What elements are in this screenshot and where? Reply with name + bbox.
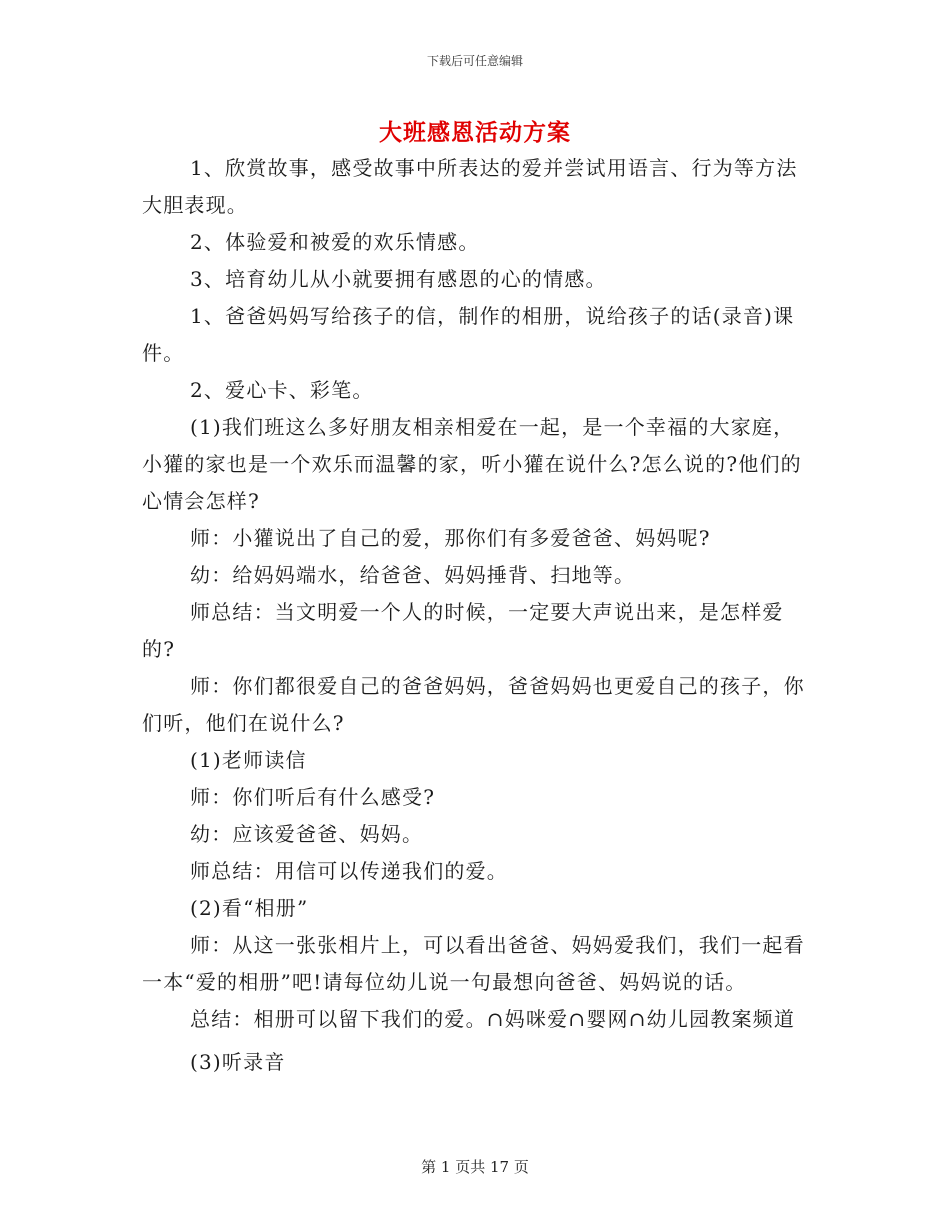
paragraph-teacher-listen: 师：你们都很爱自己的爸爸妈妈，爸爸妈妈也更爱自己的孩子，你们听，他们在说什么? (142, 674, 805, 735)
paragraph-child-love: 幼：应该爱爸爸、妈妈。 (190, 822, 424, 846)
paragraph-prep-1: 1、爸爸妈妈写给孩子的信，制作的相册，说给孩子的话(录音)课件。 (142, 304, 795, 365)
paragraph-feeling-question: 师：你们听后有什么感受? (190, 785, 436, 809)
paragraph-teacher-summary: 师总结：当文明爱一个人的时候，一定要大声说出来，是怎样爱的? (142, 600, 784, 661)
paragraph-goal-1: 1、欣赏故事，感受故事中所表达的爱并尝试用语言、行为等方法大胆表现。 (142, 156, 798, 217)
paragraph-goal-3: 3、培育幼儿从小就要拥有感恩的心的情感。 (190, 267, 607, 291)
paragraph-recording-heading: (3)听录音 (190, 1050, 286, 1074)
paragraph-read-letter: (1)老师读信 (190, 748, 307, 772)
document-title: 大班感恩活动方案 (379, 119, 571, 146)
paragraph-prep-2: 2、爱心卡、彩笔。 (190, 378, 374, 402)
paragraph-album-summary: 总结：相册可以留下我们的爱。∩妈咪爱∩婴网∩幼儿园教案频道 (190, 1007, 796, 1031)
paragraph-goal-2: 2、体验爱和被爱的欢乐情感。 (190, 230, 480, 254)
paragraph-letter-summary: 师总结：用信可以传递我们的爱。 (190, 859, 508, 883)
paragraph-child-answer: 幼：给妈妈端水，给爸爸、妈妈捶背、扫地等。 (190, 563, 636, 587)
paragraph-album-heading: (2)看“相册” (190, 896, 309, 920)
document-body (142, 150, 810, 1081)
paragraph-process-1: (1)我们班这么多好朋友相亲相爱在一起，是一个幸福的大家庭，小獾的家也是一个欢乐而温馨的家，听小獾在说什么?怎么说的?他们的心情会怎样? (142, 415, 802, 513)
page-header-note: 下载后可任意编辑 (426, 54, 523, 68)
paragraph-teacher-question: 师：小獾说出了自己的爱，那你们有多爱爸爸、妈妈呢? (190, 526, 711, 550)
page-number-footer: 第 1 页共 17 页 (421, 1158, 529, 1176)
paragraph-album-teacher: 师：从这一张张相片上，可以看出爸爸、妈妈爱我们，我们一起看一本“爱的相册”吧!请每位幼儿说一句最想向爸爸、妈妈说的话。 (142, 933, 805, 994)
